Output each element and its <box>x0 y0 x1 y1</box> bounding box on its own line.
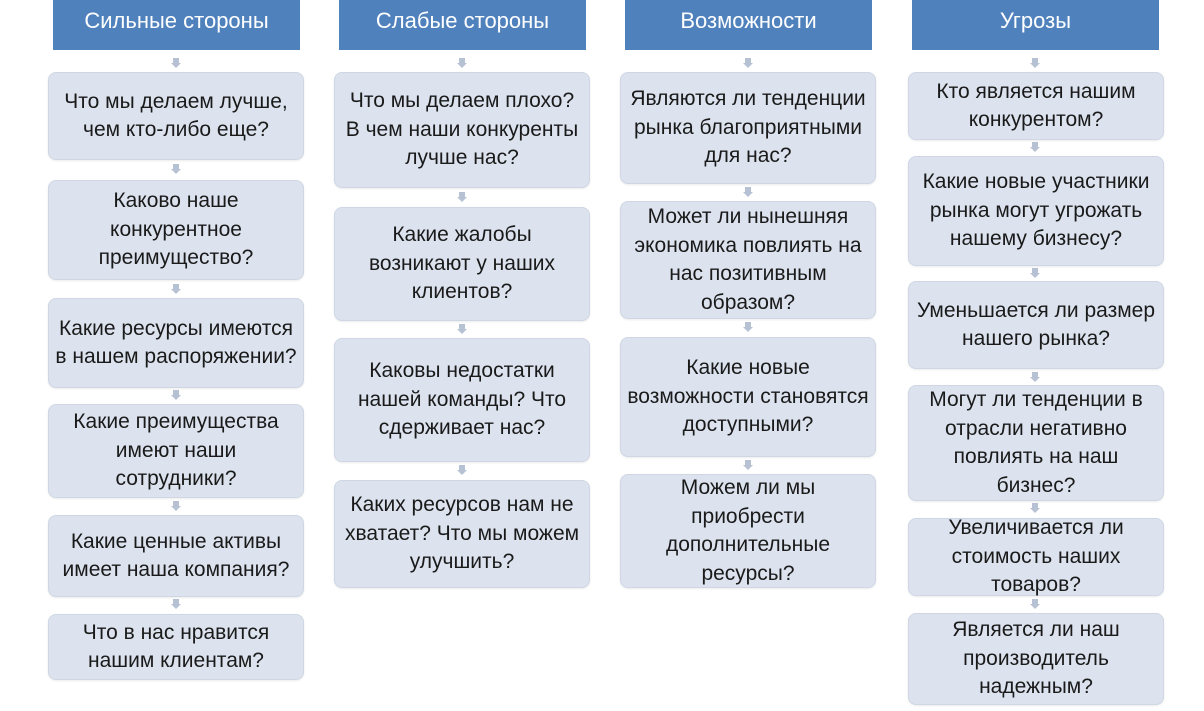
opportunity-item: Являются ли тенденции рынка благоприятными для нас? <box>620 72 876 184</box>
strength-item: Какие преимущества имеют наши сотрудники? <box>48 404 304 498</box>
threat-item: Какие новые участники рынка могут угрожать нашему бизнесу? <box>908 156 1164 266</box>
strength-item: Какие ценные активы имеет наша компания? <box>48 515 304 597</box>
strength-item: Каково наше конкурентное преимущество? <box>48 180 304 280</box>
strength-item: Что в нас нравится нашим клиентам? <box>48 614 304 680</box>
weakness-item: Какие жалобы возникают у наших клиентов? <box>334 207 590 321</box>
column-header-weaknesses: Слабые стороны <box>339 0 586 50</box>
weakness-item: Каковы недостатки нашей команды? Что сдерживает нас? <box>334 338 590 462</box>
strength-item: Какие ресурсы имеются в нашем распоряжении? <box>48 298 304 388</box>
column-header-opportunities: Возможности <box>625 0 872 50</box>
threat-item: Уменьшается ли размер нашего рынка? <box>908 281 1164 369</box>
threat-item: Увеличивается ли стоимость наших товаров? <box>908 518 1164 596</box>
weakness-item: Что мы делаем плохо? В чем наши конкуренты лучше нас? <box>334 72 590 188</box>
threat-item: Могут ли тенденции в отрасли негативно повлиять на наш бизнес? <box>908 385 1164 501</box>
column-header-threats: Угрозы <box>912 0 1159 50</box>
threat-item: Является ли наш производитель надежным? <box>908 613 1164 705</box>
column-header-strengths: Сильные стороны <box>53 0 300 50</box>
opportunity-item: Какие новые возможности становятся доступными? <box>620 337 876 457</box>
weakness-item: Каких ресурсов нам не хватает? Что мы можем улучшить? <box>334 480 590 588</box>
opportunity-item: Может ли нынешняя экономика повлиять на нас позитивным образом? <box>620 201 876 319</box>
threat-item: Кто является нашим конкурентом? <box>908 72 1164 140</box>
opportunity-item: Можем ли мы приобрести дополнительные ресурсы? <box>620 474 876 588</box>
strength-item: Что мы делаем лучше, чем кто-либо еще? <box>48 72 304 160</box>
